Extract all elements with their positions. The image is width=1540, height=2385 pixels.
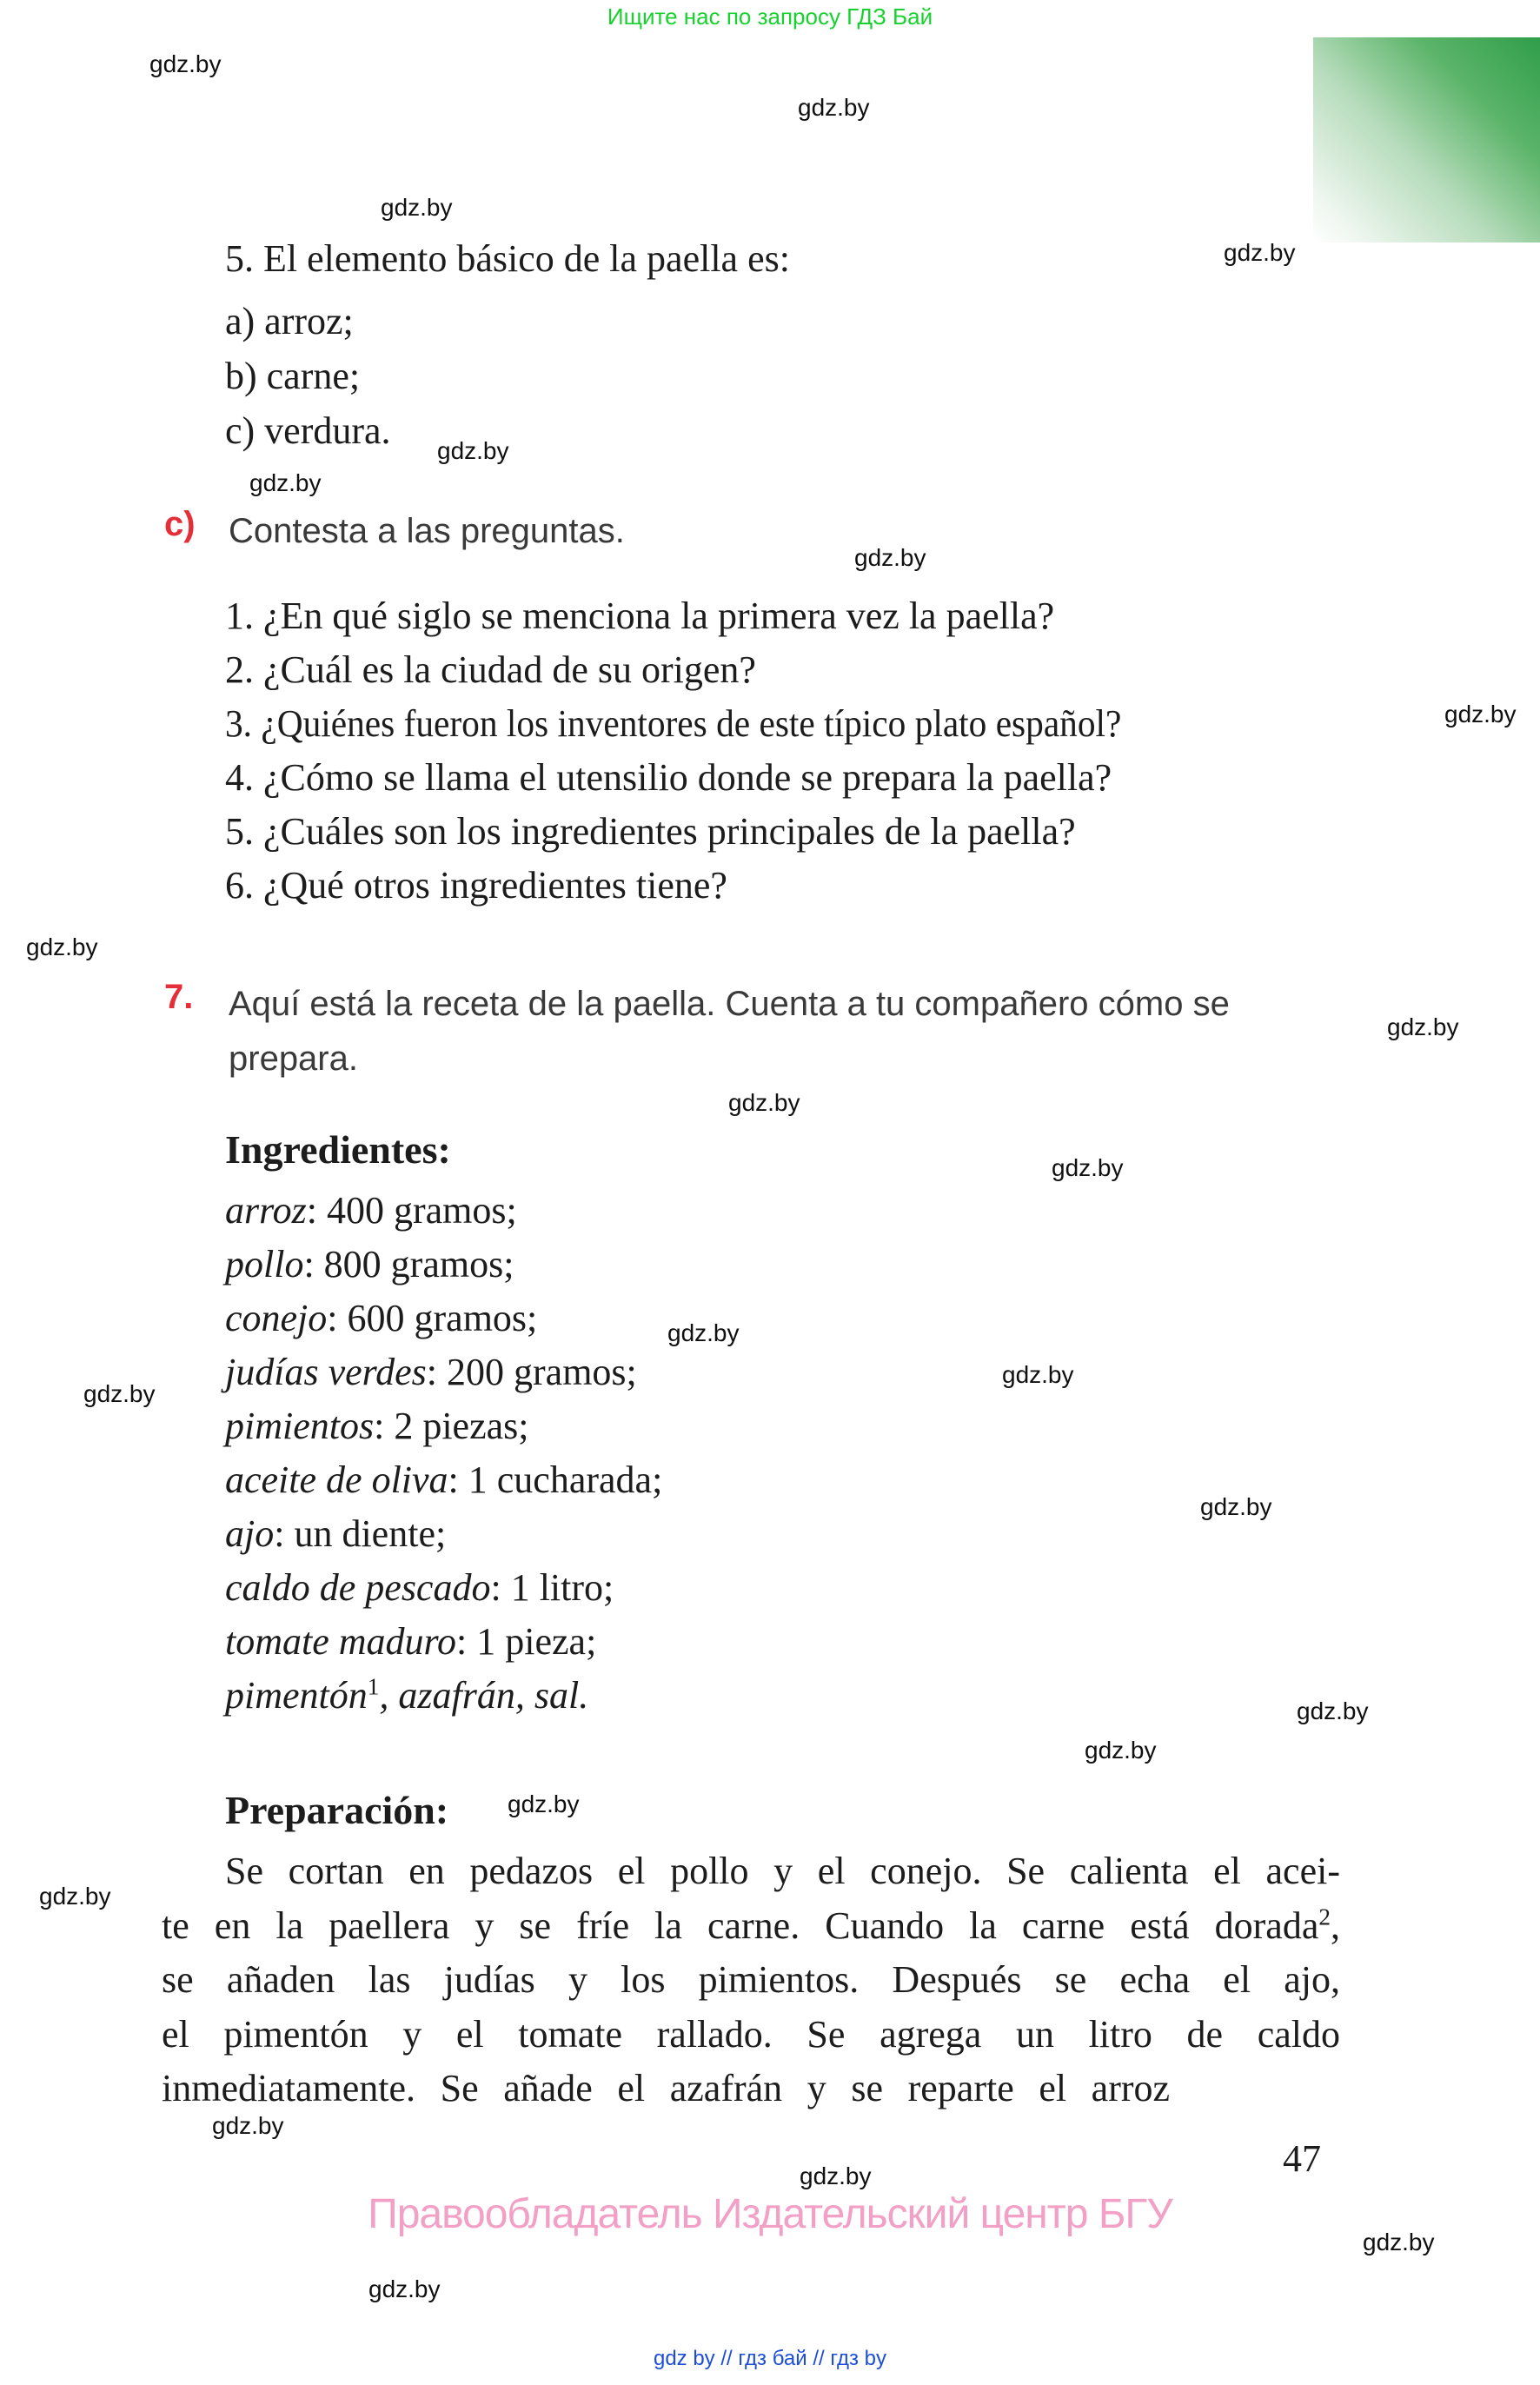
task-c	[164, 504, 625, 559]
paragraph-line: se añaden las judías y los pimientos. Después se echa el ajo,	[162, 1958, 1340, 2001]
task-c-text: Contesta a las preguntas.	[229, 512, 625, 550]
paragraph-line: Se cortan en pedazos el pollo y el conejo. Se calienta el acei-	[225, 1850, 1340, 1892]
paragraph-line: el pimentón y el tomate rallado. Se agrega un litro de caldo	[162, 2012, 1340, 2056]
question-5: 5. ¿Cuáles son los ingredientes principales de la paella?	[225, 810, 1076, 853]
question-2: 2. ¿Cuál es la ciudad de su origen?	[225, 648, 756, 691]
question-6: 6. ¿Qué otros ingredientes tiene?	[225, 864, 727, 907]
question-3: 3. ¿Quiénes fueron los inventores de este típico plato español?	[225, 702, 1122, 745]
option-b: b) carne;	[225, 355, 361, 397]
watermark: gdz.by	[26, 933, 98, 960]
watermark: gdz.by	[854, 544, 926, 571]
watermark: gdz.by	[1224, 239, 1296, 266]
exercise5-title: 5. El elemento básico de la paella es:	[225, 237, 790, 280]
footer-links: gdz by // гдз бай // гдз by	[653, 2347, 887, 2370]
ingredient-item: ajo: un diente;	[225, 1512, 447, 1555]
watermark: gdz.by	[728, 1089, 800, 1116]
task-7-line2: prepara.	[229, 1040, 358, 1078]
watermark: gdz.by	[1200, 1493, 1272, 1520]
question-1: 1. ¿En qué siglo se menciona la primera vez la paella?	[225, 595, 1055, 637]
ingredient-item-last: pimentón$^1$, azafrán, sal.	[225, 1673, 589, 1717]
option-c: c) verdura.	[225, 409, 391, 452]
watermark: gdz.by	[1085, 1737, 1157, 1764]
green-gradient-box	[1313, 37, 1540, 242]
ingredient-item: pollo: 800 gramos;	[225, 1243, 514, 1286]
ingredient-item: tomate maduro: 1 pieza;	[225, 1620, 597, 1663]
paragraph-line: te en la paellera y se fríe la carne. Cuando la carne está dorada$^2$,	[162, 1903, 1340, 1947]
watermark: gdz.by	[508, 1790, 580, 1817]
watermark: gdz.by	[249, 469, 322, 496]
preparation-heading: Preparación:	[225, 1788, 449, 1832]
questions-list	[225, 589, 1178, 913]
watermark: gdz.by	[1297, 1697, 1369, 1724]
task-7	[164, 977, 1230, 1086]
task-7-line1: Aquí está la receta de la paella. Cuenta a tu compañero cómo se	[229, 985, 1230, 1023]
copyright-line: Правообладатель Издательский центр БГУ	[368, 2191, 1172, 2237]
watermark: gdz.by	[149, 50, 222, 77]
paragraph-line: inmediatamente. Se añade el azafrán y se reparte el arroz	[162, 2067, 1171, 2109]
task-7-marker: 7.	[164, 978, 194, 1016]
watermark: gdz.by	[1363, 2229, 1435, 2255]
task-7-text	[229, 977, 1230, 1086]
promo-banner: Ищите нас по запросу ГДЗ Бай	[607, 3, 933, 30]
watermark: gdz.by	[1387, 1013, 1459, 1040]
watermark: gdz.by	[83, 1380, 156, 1407]
ingredient-item: judías verdes: 200 gramos;	[225, 1351, 637, 1393]
watermark: gdz.by	[1444, 701, 1517, 727]
watermark: gdz.by	[1002, 1361, 1074, 1388]
watermark: gdz.by	[368, 2275, 441, 2302]
ingredients-list	[225, 1184, 662, 1723]
ingredient-item: conejo: 600 gramos;	[225, 1297, 538, 1339]
ingredients-heading: Ingredientes:	[225, 1127, 451, 1172]
ingredient-item: caldo de pescado: 1 litro;	[225, 1566, 614, 1609]
ingredient-item: arroz: 400 gramos;	[225, 1189, 517, 1232]
ingredient-item: pimientos: 2 piezas;	[225, 1405, 529, 1447]
task-c-marker: c)	[164, 505, 196, 543]
question-4: 4. ¿Cómo se llama el utensilio donde se prepara la paella?	[225, 756, 1112, 799]
watermark: gdz.by	[798, 94, 870, 121]
watermark: gdz.by	[437, 437, 509, 464]
ingredient-item: aceite de oliva: 1 cucharada;	[225, 1458, 663, 1501]
watermark: gdz.by	[1052, 1154, 1124, 1181]
exercise5-options	[225, 294, 391, 458]
watermark: gdz.by	[39, 1883, 111, 1910]
option-a: a) arroz;	[225, 300, 354, 342]
watermark: gdz.by	[800, 2162, 872, 2189]
page-number: 47	[1283, 2137, 1321, 2180]
watermark: gdz.by	[381, 194, 453, 221]
preparation-paragraph	[162, 1844, 1340, 2116]
watermark: gdz.by	[212, 2112, 284, 2139]
watermark: gdz.by	[667, 1319, 740, 1346]
